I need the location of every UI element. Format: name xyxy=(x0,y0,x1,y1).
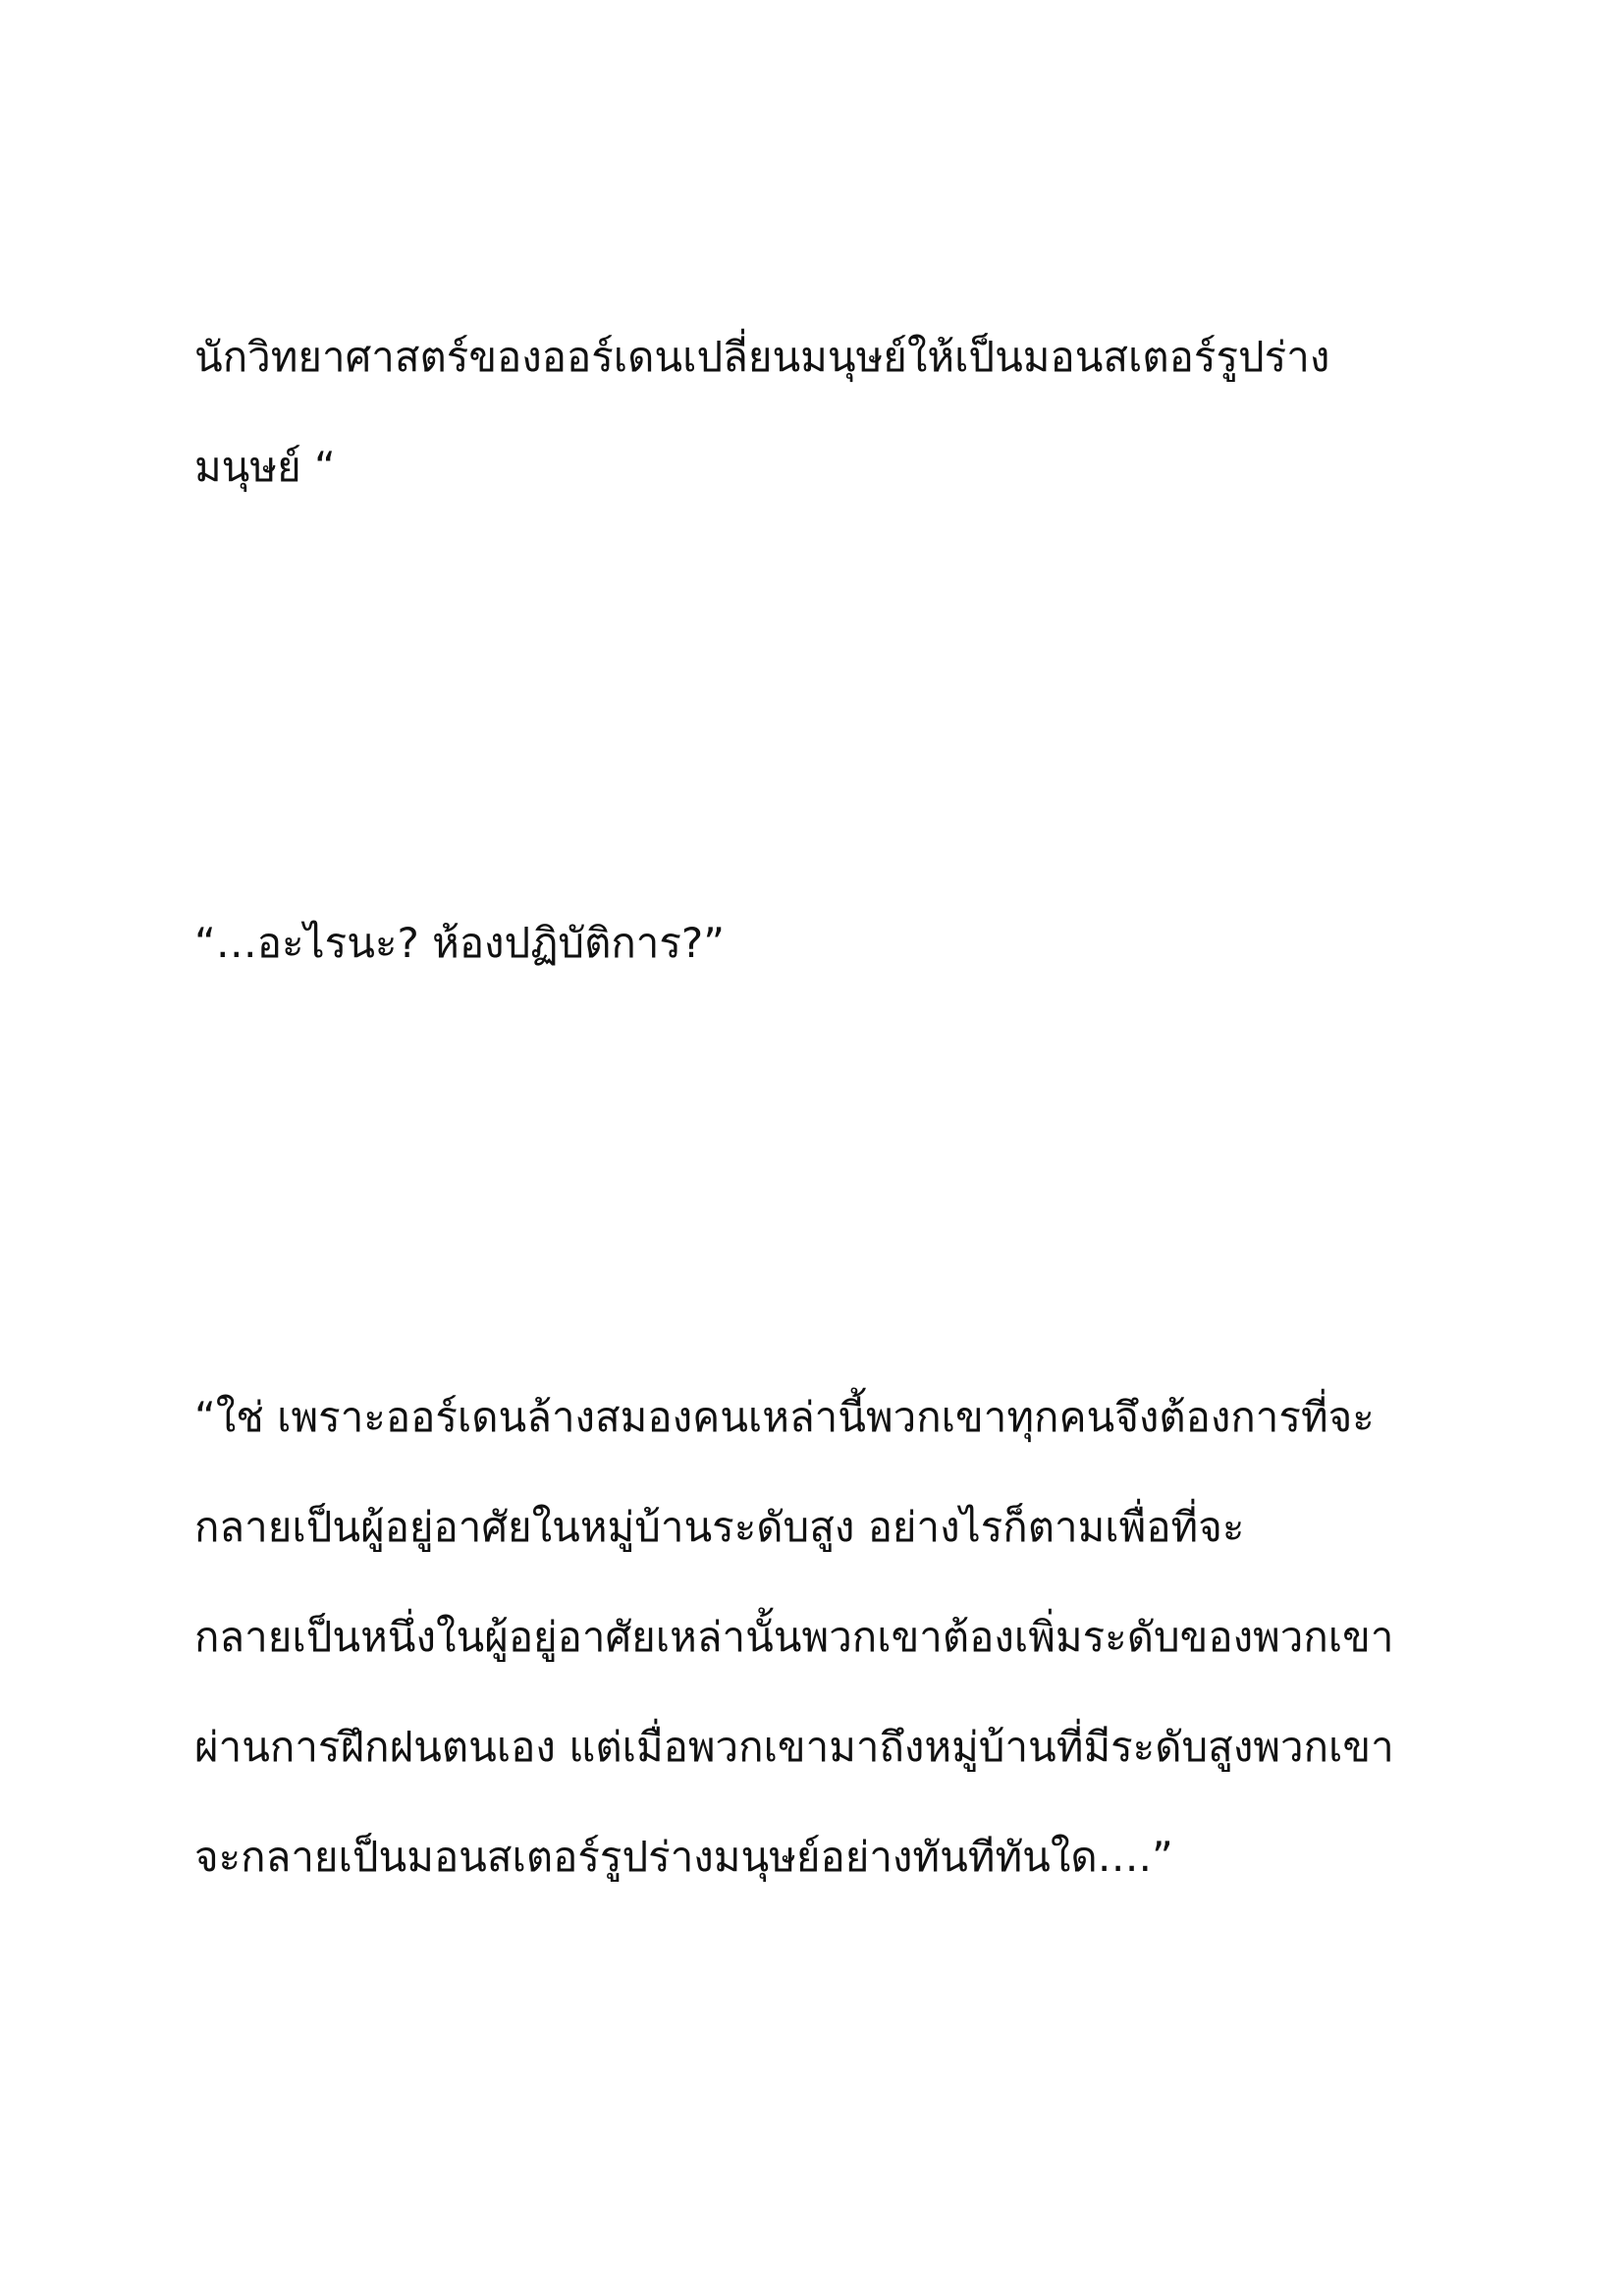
text-line: “…อะไรนะ? ห้องปฏิบัติการ?” xyxy=(194,919,725,967)
text-line: มนุษย์ “ xyxy=(194,443,336,491)
text-line: กลายเป็นผู้อยู่อาศัยในหมู่บ้านระดับสูง อย่างไรก็ตามเพื่อที่จะ xyxy=(194,1503,1245,1551)
text-line: จะกลายเป็นมอนสเตอร์รูปร่างมนุษย์อย่างทันทีทันใด….” xyxy=(194,1833,1173,1881)
text-line: “ใช่ เพราะออร์เดนล้างสมองคนเหล่านี้พวกเขาทุกคนจึงต้องการที่จะ xyxy=(194,1393,1375,1441)
text-line: ผ่านการฝึกฝนตนเอง แต่เมื่อพวกเขามาถึงหมู่บ้านที่มีระดับสูงพวกเขา xyxy=(194,1723,1394,1771)
text-line: กลายเป็นหนึ่งในผู้อยู่อาศัยเหล่านั้นพวกเขาต้องเพิ่มระดับของพวกเขา xyxy=(194,1613,1394,1661)
text-line: นักวิทยาศาสตร์ของออร์เดนเปลี่ยนมนุษย์ให้เป็นมอนสเตอร์รูปร่าง xyxy=(194,333,1330,381)
